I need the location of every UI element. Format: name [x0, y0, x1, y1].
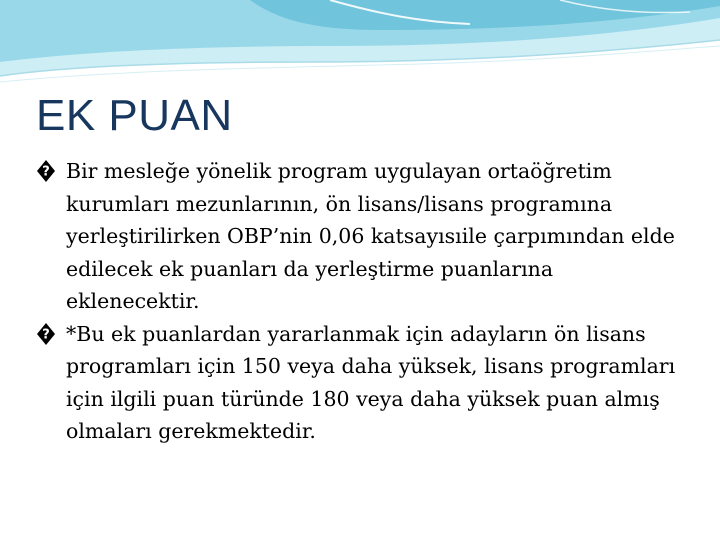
bullet-list	[36, 155, 686, 448]
bullet-text: *Bu ek puanlardan yararlanmak için adayların ön lisans programları için 150 veya daha yüksek, lisans programları için ilgili puan türünde 180 veya daha yüksek puan almış olmaları gerekmektedir.	[66, 321, 676, 443]
missing-glyph-icon	[36, 322, 56, 346]
slide-title: EK PUAN	[36, 91, 233, 140]
bullet-item	[36, 318, 686, 448]
bullet-text: Bir mesleğe yönelik program uygulayan ortaöğretim kurumları mezunlarının, ön lisans/lisans programına yerleştirilirken OBP’nin 0,06 katsayısıile çarpımından elde edilecek ek puanları da yerleştirme puanlarına eklenecektir.	[66, 159, 675, 313]
missing-glyph-icon	[36, 159, 56, 183]
header-wave-decoration	[0, 0, 720, 90]
svg-text:?: ?	[42, 164, 50, 180]
bullet-item	[36, 155, 686, 318]
svg-text:?: ?	[42, 327, 50, 342]
